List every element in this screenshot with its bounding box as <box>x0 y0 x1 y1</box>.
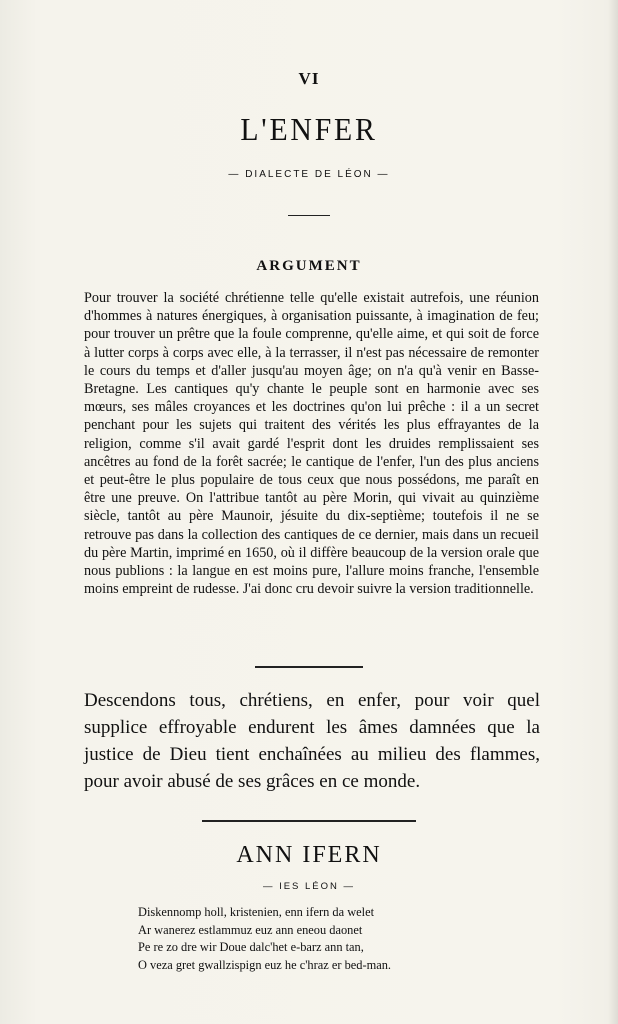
chapter-number: VI <box>298 69 320 88</box>
dialect-subtitle: — DIALECTE DE LÉON — <box>228 169 390 180</box>
poem-subtitle: — IES LÉON — <box>262 881 356 892</box>
poem-line: O veza gret gwallzispign euz he c'hraz er bed-man. <box>138 957 392 972</box>
argument-paragraph: Pour trouver la société chrétienne telle qu'elle existait autrefois, une réunion d'hommes à natures énergiques, à organisation puissante, à imagination de feu; pour trouver un prêtre que la foule comprenne, qu'elle aime, et qui soit de force à lutter corps à corps avec elle, à la terrasser, il n'est pas nécessaire de remonter le cours du temps et d'aller jusqu'au moyen âge; on n'a qu'à venir en Basse-Bretagne. Les cantiques qu'y chante le peuple sont en harmonie avec ses mœurs, ses mâles croyances et les doctrines qu'on lui prêche : il a un secret penchant pour les sujets qui traitent des vérités les plus effrayantes de la religion, comme s'il avait gardé l'esprit dont les druides remplissaient ses ancêtres au fond de la forêt sacrée; le cantique de l'enfer, l'un des plus anciens et peut-être le plus populaire de tous ceux que nous possédons, me paraît en être une preuve. On l'attribue tantôt au père Morin, qui vivait au quinzième siècle, tantôt au père Maunoir, jésuite du dix-septième; toutefois il ne se retrouve pas dans la collection des cantiques de ce dernier, mais dans un recueil du père Martin, imprimé en 1650, où il diffère beaucoup de la version orale que nous publions : la langue en est moins pure, l'allure moins franche, l'ensemble moins empreint de rudesse. J'ai donc cru devoir suivre la version traditionnelle. <box>84 290 539 598</box>
page-gutter-shadow <box>608 0 618 1024</box>
page-title: L'ENFER <box>240 111 378 147</box>
title-divider <box>288 215 330 216</box>
intro-paragraph: Descendons tous, chrétiens, en enfer, pour voir quel supplice effroyable endurent les âmes damnées que la justice de Dieu tient enchaînées au milieu des flammes, pour avoir abusé de ses grâces en ce monde. <box>84 690 540 792</box>
argument-heading: ARGUMENT <box>256 258 362 274</box>
poem-divider <box>202 820 416 822</box>
argument-divider <box>255 666 363 668</box>
poem-line: Ar wanerez estlammuz euz ann eneou daonet <box>138 922 363 937</box>
poem-line: Diskennomp holl, kristenien, enn ifern da welet <box>138 905 375 919</box>
poem-title: ANN IFERN <box>236 842 382 868</box>
poem-stanza <box>138 904 498 974</box>
poem-line: Pe re zo dre wir Doue dalc'het e-barz ann tan, <box>138 940 364 954</box>
